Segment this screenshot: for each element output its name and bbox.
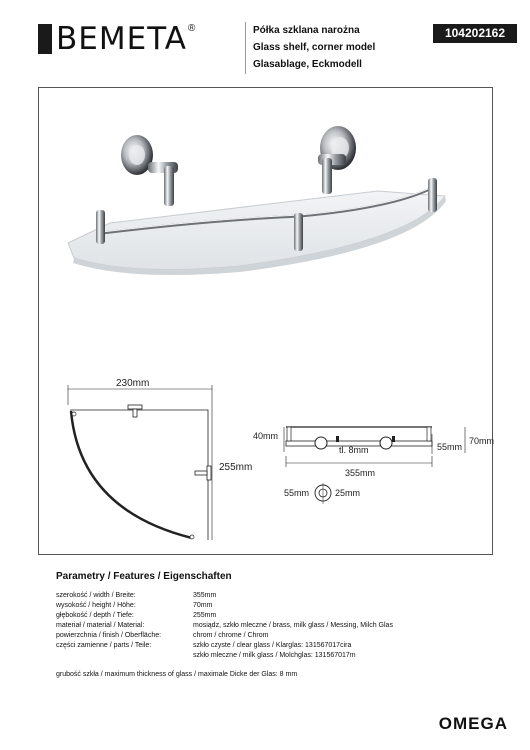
spec-row-finish <box>56 631 496 641</box>
product-name-en: Glass shelf, corner model <box>253 42 376 53</box>
top-view <box>68 378 252 540</box>
features-section <box>56 571 496 678</box>
bracket-post-right <box>322 158 332 194</box>
spec-label: wysokość / height / Höhe: <box>56 602 136 609</box>
spec-value <box>193 611 496 621</box>
spec-label: szerokość / width / Breite: <box>56 592 136 599</box>
series-name: OMEGA <box>438 714 508 733</box>
dim-rosette-inner: 25mm <box>335 488 361 498</box>
front-view <box>253 427 494 478</box>
glass-thickness-note: grubość szkła / maximum thickness of glass / maximale Dicke der Glas: 8 mm <box>56 671 298 678</box>
spec-value-line: szkło czyste / clear glass / Klarglas: 131567017cira <box>193 642 352 649</box>
dim-glass-thickness: tl. 8mm <box>339 445 369 455</box>
dim-top-width: 230mm <box>116 378 150 389</box>
rail-post-left <box>96 210 105 244</box>
spec-value <box>193 631 496 641</box>
spec-label: głębokość / depth / Tiefe: <box>56 612 134 619</box>
dim-total-width: 355mm <box>345 468 376 478</box>
spec-label: części zamienne / parts / Teile: <box>56 642 152 649</box>
rail-post-middle <box>294 213 303 251</box>
spec-value-line: szkło mleczne / milk glass / Molchglas: 131567017m <box>193 652 356 659</box>
header-divider <box>245 22 246 74</box>
rosette-detail <box>284 483 360 504</box>
rail-post-right <box>428 178 437 212</box>
dim-total-height: 70mm <box>469 436 495 446</box>
registered-mark: ® <box>187 23 196 34</box>
logo-mark <box>38 24 52 54</box>
dim-side-height: 255mm <box>219 462 253 473</box>
brand-logo <box>38 22 195 56</box>
spec-row-width <box>56 591 496 601</box>
spec-value <box>193 641 496 661</box>
technical-drawing <box>40 370 495 545</box>
product-name-pl: Półka szklana narożna <box>253 25 360 36</box>
spec-row-height <box>56 601 496 611</box>
spec-row-parts <box>56 641 496 661</box>
brand-name: BEMETA <box>56 21 187 57</box>
spec-label: powierzchnia / finish / Oberfläche: <box>56 632 162 639</box>
dim-front-left: 40mm <box>253 431 279 441</box>
spec-value-line: 255mm <box>193 612 217 619</box>
product-photo <box>60 108 480 298</box>
dim-bracket-height: 55mm <box>437 442 463 452</box>
spec-value-line: 355mm <box>193 592 217 599</box>
spec-value-line: 70mm <box>193 602 213 609</box>
product-code: 104202162 <box>433 24 517 43</box>
product-name <box>253 22 375 73</box>
dim-rosette-diameter: 55mm <box>284 488 310 498</box>
features-title: Parametry / Features / Eigenschaften <box>56 571 232 582</box>
spec-row-depth <box>56 611 496 621</box>
spec-value-line: chrom / chrome / Chrom <box>193 632 269 639</box>
spec-value-line: mosiądz, szkło mleczne / brass, milk glass / Messing, Milch Glas <box>193 622 393 629</box>
spec-value <box>193 591 496 601</box>
spec-label: materiał / material / Material: <box>56 622 145 629</box>
product-name-de: Glasablage, Eckmodell <box>253 59 362 70</box>
spec-value <box>193 621 496 631</box>
bracket-post-left <box>164 166 174 206</box>
spec-value <box>193 601 496 611</box>
spec-row-material <box>56 621 496 631</box>
